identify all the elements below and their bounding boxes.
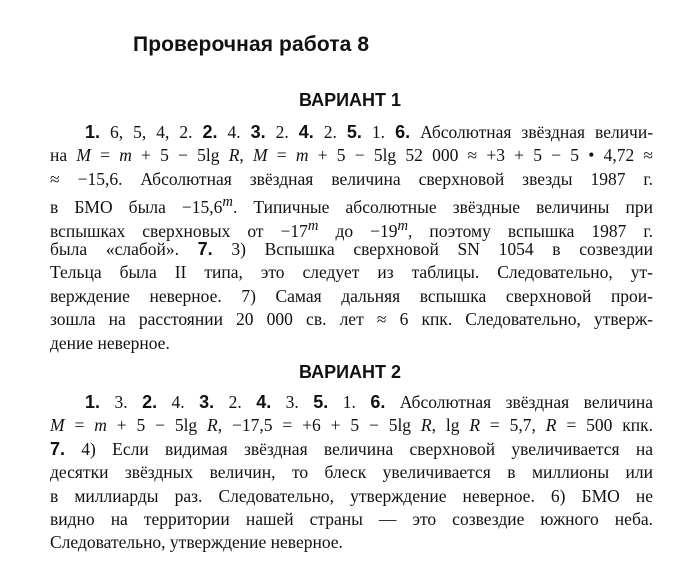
text-run: Абсолютная звёздная величи- bbox=[410, 122, 654, 142]
text-run: 2. bbox=[214, 392, 257, 412]
text-run: 1. bbox=[328, 392, 371, 412]
text-line bbox=[50, 121, 653, 144]
text-line bbox=[50, 461, 653, 484]
text-run: 3) Вспышка сверхновой SN 1054 в созвездии bbox=[212, 238, 653, 259]
math-symbol: M bbox=[50, 415, 65, 436]
question-number: 4. bbox=[298, 122, 314, 142]
variant-2-answers bbox=[50, 391, 653, 555]
text-run: зошла на расстоянии 20 000 св. лет ≈ 6 кпк. Следовательно, утверж- bbox=[50, 309, 653, 330]
text-run: верждение неверное. 7) Самая дальняя вспышка сверхновой прои- bbox=[50, 285, 653, 306]
text-run: = bbox=[90, 145, 120, 166]
text-run: 4. bbox=[217, 122, 251, 142]
text-run: Следовательно, утверждение неверное. bbox=[50, 532, 343, 553]
math-symbol: R bbox=[228, 145, 240, 166]
text-run: дение неверное. bbox=[50, 332, 170, 353]
text-line bbox=[50, 285, 653, 308]
text-run: в БМО была −15,6 bbox=[50, 197, 223, 217]
question-number: 1. bbox=[85, 122, 101, 142]
text-run: до −19 bbox=[318, 220, 398, 241]
question-number: 6. bbox=[395, 122, 411, 142]
question-number: 6. bbox=[370, 392, 386, 412]
text-run: 2. bbox=[313, 122, 347, 142]
question-number: 5. bbox=[313, 392, 329, 412]
text-run: была «слабой». bbox=[50, 238, 198, 259]
question-number: 4. bbox=[256, 392, 272, 412]
question-number: 7. bbox=[50, 438, 66, 459]
text-run: . Типичные абсолютные звёздные величины при bbox=[232, 197, 653, 217]
text-run: видно на территории нашей страны — это созвездие южного неба. bbox=[50, 508, 653, 529]
math-symbol: m bbox=[295, 145, 309, 166]
text-run: десятки звёздных величин, то блеск увеличивается в миллионы или bbox=[50, 462, 653, 483]
text-run: = 500 кпк. bbox=[556, 415, 653, 436]
text-run: = bbox=[64, 415, 95, 436]
question-number: 5. bbox=[346, 122, 362, 142]
page-title: Проверочная работа 8 bbox=[133, 33, 370, 56]
text-line bbox=[50, 438, 653, 461]
text-line bbox=[50, 508, 653, 531]
math-symbol: R bbox=[420, 415, 432, 436]
math-symbol: R bbox=[545, 415, 557, 436]
text-run: 6, 5, 4, 2. bbox=[100, 122, 203, 142]
text-run: Абсолютная звёздная величина bbox=[385, 392, 654, 412]
math-symbol: m bbox=[307, 217, 319, 234]
text-run: , lg bbox=[431, 415, 470, 436]
math-symbol: m bbox=[397, 217, 408, 234]
text-run: Тельца была II типа, это следует из таблицы. Следовательно, ут- bbox=[50, 262, 653, 283]
text-run: = bbox=[267, 145, 296, 166]
text-run: + 5 − 5lg bbox=[106, 415, 208, 436]
variant-1-answers bbox=[50, 121, 653, 355]
text-run: 2. bbox=[265, 122, 299, 142]
question-number: 1. bbox=[85, 392, 101, 412]
text-line bbox=[50, 485, 653, 508]
math-symbol: M bbox=[253, 145, 268, 166]
text-line bbox=[50, 414, 653, 437]
question-number: 3. bbox=[199, 392, 215, 412]
text-run: 4. bbox=[157, 392, 200, 412]
variant-1-heading: ВАРИАНТ 1 bbox=[299, 90, 402, 110]
text-line bbox=[50, 144, 653, 167]
text-line bbox=[50, 238, 653, 261]
text-run: + 5 − 5lg 52 000 ≈ +3 + 5 − 5 • 4,72 ≈ bbox=[308, 145, 654, 166]
question-number: 7. bbox=[197, 238, 213, 259]
math-symbol: R bbox=[207, 415, 218, 436]
text-run: в миллиарды раз. Следовательно, утверждение неверное. 6) БМО не bbox=[50, 485, 653, 506]
text-line bbox=[50, 332, 653, 355]
math-symbol: m bbox=[94, 415, 107, 436]
variant-2-heading: ВАРИАНТ 2 bbox=[299, 362, 402, 382]
text-run: 4) Если видимая звёздная величина сверхновой увеличивается на bbox=[65, 438, 653, 459]
text-run: ≈ −15,6. Абсолютная звёздная величина сверхновой звезды 1987 г. bbox=[50, 168, 653, 189]
math-symbol: m bbox=[119, 145, 132, 166]
text-run: = 5,7, bbox=[480, 415, 546, 436]
math-symbol: m bbox=[222, 194, 233, 211]
text-run: 3. bbox=[100, 392, 143, 412]
text-line bbox=[50, 261, 653, 284]
text-run: , поэтому вспышка 1987 г. bbox=[408, 220, 653, 241]
text-line bbox=[50, 191, 653, 217]
text-line bbox=[50, 168, 653, 191]
text-run: + 5 − 5lg bbox=[131, 145, 229, 166]
text-line bbox=[50, 308, 653, 331]
math-symbol: R bbox=[469, 415, 481, 436]
text-line bbox=[50, 531, 653, 554]
text-run: вспышках сверхновых от −17 bbox=[50, 220, 308, 241]
question-number: 3. bbox=[250, 122, 266, 142]
question-number: 2. bbox=[202, 122, 218, 142]
math-symbol: M bbox=[76, 145, 91, 166]
question-number: 2. bbox=[142, 392, 158, 412]
text-line bbox=[50, 391, 653, 414]
text-run: 3. bbox=[271, 392, 314, 412]
text-run: , −17,5 = +6 + 5 − 5lg bbox=[217, 415, 421, 436]
text-run: , bbox=[239, 145, 254, 166]
text-run: 1. bbox=[361, 122, 396, 142]
text-line bbox=[50, 215, 653, 241]
text-run: на bbox=[50, 145, 77, 166]
